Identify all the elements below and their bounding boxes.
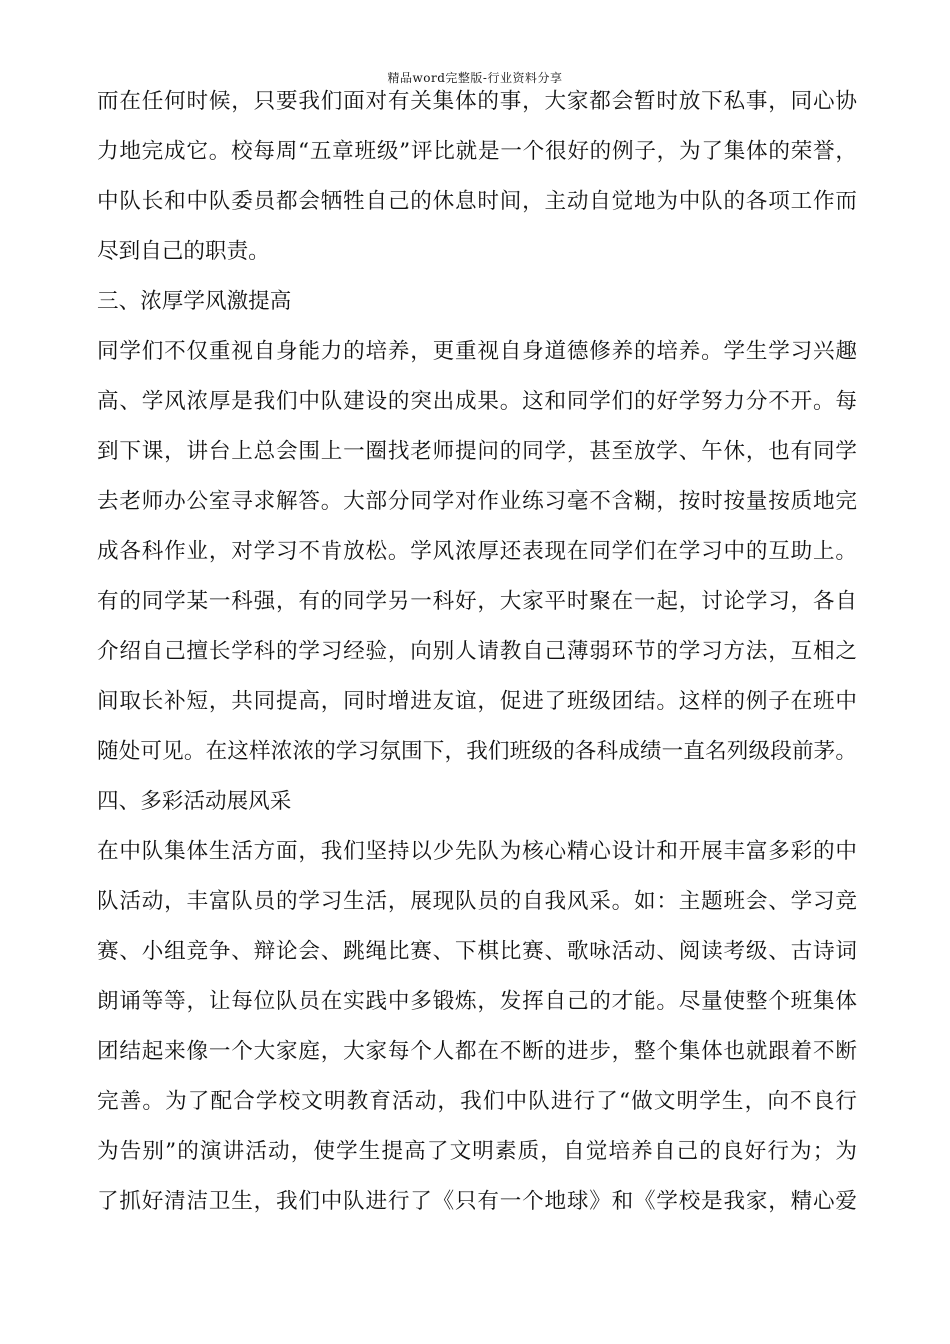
page-header: 精品word完整版-行业资料分享 — [387, 71, 563, 85]
paragraph-line: 高、学风浓厚是我们中队建设的突出成果。这和同学们的好学努力分不开。每 — [97, 389, 857, 414]
paragraph-line: 了抓好清洁卫生，我们中队进行了《只有一个地球》和《学校是我家，精心爱 — [97, 1189, 857, 1214]
paragraph-line: 队活动，丰富队员的学习生活，展现队员的自我风采。如：主题班会、学习竞 — [97, 889, 857, 914]
paragraph-line: 赛、小组竞争、辩论会、跳绳比赛、下棋比赛、歌咏活动、阅读考级、古诗词 — [97, 939, 857, 964]
paragraph-line: 有的同学某一科强，有的同学另一科好，大家平时聚在一起，讨论学习，各自 — [97, 589, 857, 614]
section-heading: 四、多彩活动展风采 — [97, 789, 292, 814]
paragraph-line: 到下课，讲台上总会围上一圈找老师提问的同学，甚至放学、午休，也有同学 — [97, 439, 857, 464]
section-heading: 三、浓厚学风激提高 — [97, 289, 292, 314]
paragraph-line: 中队长和中队委员都会牺牲自己的休息时间，主动自觉地为中队的各项工作而 — [97, 189, 857, 214]
paragraph-line: 同学们不仅重视自身能力的培养，更重视自身道德修养的培养。学生学习兴趣 — [97, 339, 857, 364]
paragraph-line: 力地完成它。校每周“五章班级”评比就是一个很好的例子，为了集体的荣誉， — [97, 139, 857, 164]
paragraph-line: 尽到自己的职责。 — [97, 239, 270, 264]
paragraph-line: 随处可见。在这样浓浓的学习氛围下，我们班级的各科成绩一直名列级段前茅。 — [97, 739, 857, 764]
paragraph-line: 在中队集体生活方面，我们坚持以少先队为核心精心设计和开展丰富多彩的中 — [97, 839, 857, 864]
paragraph-line: 朗诵等等，让每位队员在实践中多锻炼，发挥自己的才能。尽量使整个班集体 — [97, 989, 857, 1014]
paragraph-line: 团结起来像一个大家庭，大家每个人都在不断的进步，整个集体也就跟着不断 — [97, 1039, 857, 1064]
paragraph-line: 间取长补短，共同提高，同时增进友谊，促进了班级团结。这样的例子在班中 — [97, 689, 857, 714]
paragraph-line: 为告别”的演讲活动，使学生提高了文明素质，自觉培养自己的良好行为；为 — [97, 1139, 857, 1164]
paragraph-line: 而在任何时候，只要我们面对有关集体的事，大家都会暂时放下私事，同心协 — [97, 89, 857, 114]
paragraph-line: 介绍自己擅长学科的学习经验，向别人请教自己薄弱环节的学习方法，互相之 — [97, 639, 857, 664]
paragraph-line: 成各科作业，对学习不肯放松。学风浓厚还表现在同学们在学习中的互助上。 — [97, 539, 857, 564]
paragraph-line: 去老师办公室寻求解答。大部分同学对作业练习毫不含糊，按时按量按质地完 — [97, 489, 857, 514]
paragraph-line: 完善。为了配合学校文明教育活动，我们中队进行了“做文明学生，向不良行 — [97, 1089, 857, 1114]
